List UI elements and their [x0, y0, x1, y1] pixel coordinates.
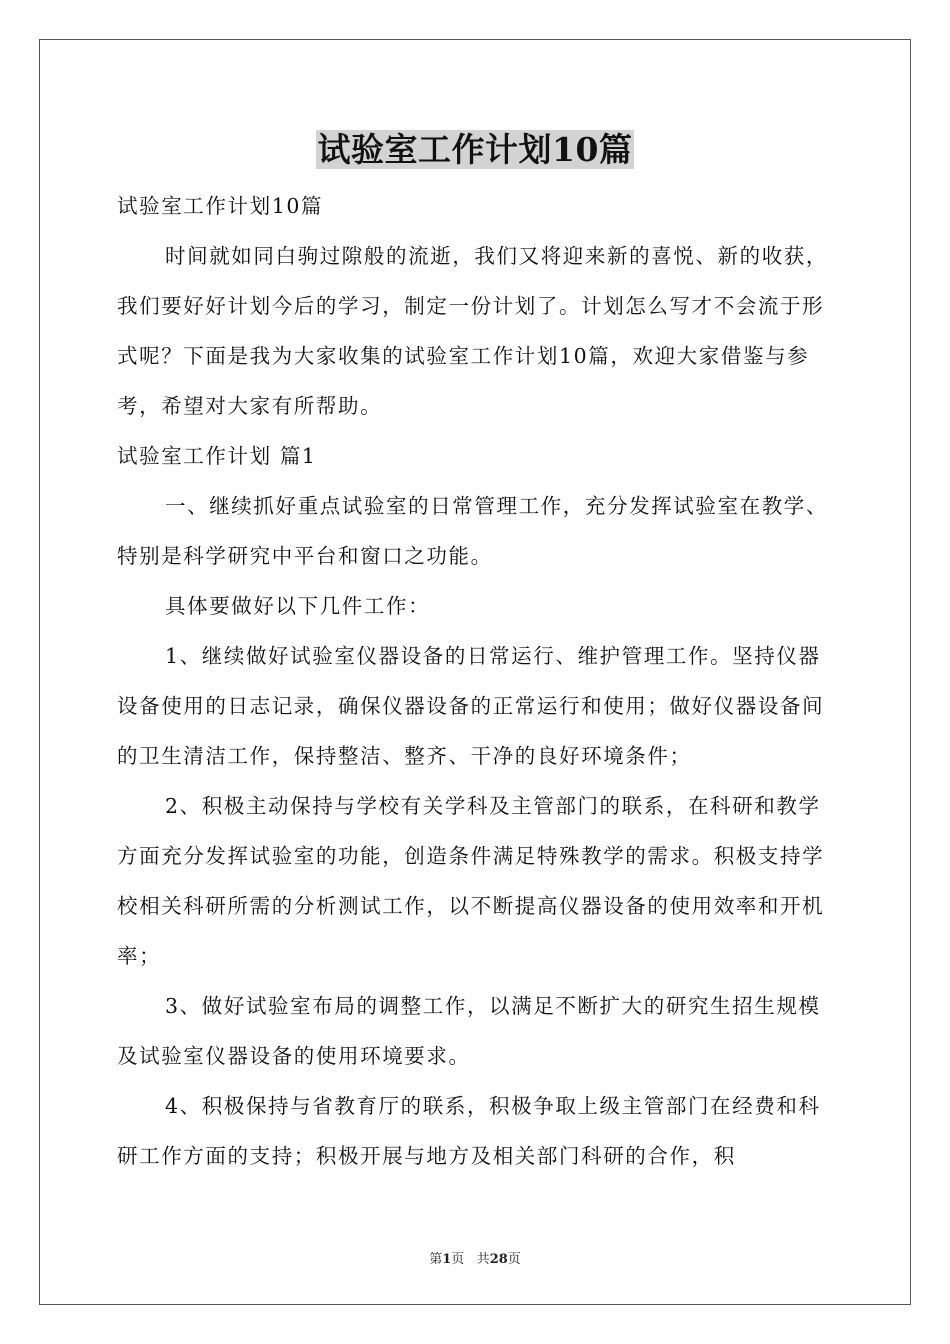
paragraph: 2、积极主动保持与学校有关学科及主管部门的联系，在科研和教学方面充分发挥试验室的功能，创造条件满足特殊教学的需求。积极支持学校相关科研所需的分析测试工作，以不断提高仪器设备的使用效率和开机率； — [117, 794, 825, 968]
paragraph: 3、做好试验室布局的调整工作，以满足不断扩大的研究生招生规模及试验室仪器设备的使用环境要求。 — [117, 994, 821, 1068]
paragraph: 1、继续做好试验室仪器设备的日常运行、维护管理工作。坚持仪器设备使用的日志记录，确保仪器设备的正常运行和使用；做好仪器设备间的卫生清洁工作，保持整洁、整齐、干净的良好环境条件； — [117, 644, 825, 768]
total-pages: 28 — [489, 1252, 508, 1267]
section-heading: 试验室工作计划 篇1 — [117, 444, 317, 468]
paragraph: 4、积极保持与省教育厅的联系，积极争取上级主管部门在经费和科研工作方面的支持；积极开展与地方及相关部门科研的合作，积 — [117, 1094, 821, 1168]
total-prefix: 共 — [476, 1252, 490, 1267]
paragraph: 时间就如同白驹过隙般的流逝，我们又将迎来新的喜悦、新的收获，我们要好好计划今后的学习，制定一份计划了。计划怎么写才不会流于形式呢？下面是我为大家收集的试验室工作计划10篇，欢迎大家借鉴与参考，希望对大家有所帮助。 — [117, 244, 828, 418]
page-number: 1 — [442, 1252, 452, 1267]
paragraph: 试验室工作计划10篇 — [117, 194, 324, 218]
paragraph: 一、继续抓好重点试验室的日常管理工作，充分发挥试验室在教学、特别是科学研究中平台和窗口之功能。 — [117, 494, 828, 568]
total-suffix: 页 — [507, 1252, 521, 1267]
page-prefix: 第 — [429, 1252, 443, 1267]
page-footer — [0, 1248, 950, 1267]
document-title-text: 试验室工作计划10篇 — [317, 130, 633, 169]
document-title — [0, 128, 950, 172]
document-body — [117, 181, 835, 1181]
page-suffix: 页 — [451, 1252, 465, 1267]
paragraph: 具体要做好以下几件工作： — [165, 594, 431, 618]
